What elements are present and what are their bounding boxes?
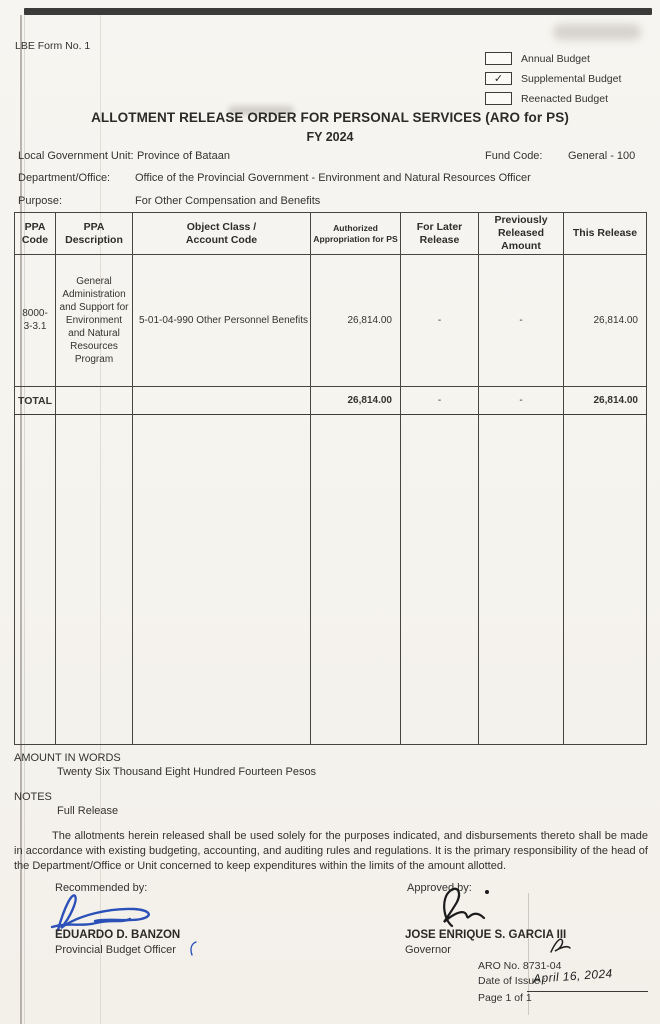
cell-object-class: 5-01-04-990 Other Personnel Benefits [133,255,311,387]
total-label: TOTAL [15,387,56,415]
signature-recommended-icon [48,888,163,934]
page-number: Page 1 of 1 [478,992,532,1004]
amount-in-words-value: Twenty Six Thousand Eight Hundred Fourteen Pesos [57,766,317,778]
document-title: ALLOTMENT RELEASE ORDER FOR PERSONAL SERVICES (ARO for PS) [91,110,569,125]
recommended-name: EDUARDO D. BANZON [55,929,181,941]
total-empty-cell [56,387,133,415]
empty-cell [15,415,56,745]
total-this-release: 26,814.00 [564,387,647,415]
department-office-label: Department/Office: [18,172,111,184]
header-ppa-code: PPA Code [15,213,56,255]
approved-by-label: Approved by: [407,882,472,894]
purpose-value: For Other Compensation and Benefits [135,195,321,207]
date-of-issue-underline [527,991,648,992]
table-empty-row [15,415,647,745]
cell-authorized-appropriation: 26,814.00 [311,255,401,387]
cell-ppa-description: General Administration and Support for Environment and Natural Resources Program [56,255,133,387]
approved-name: JOSE ENRIQUE S. GARCIA III [405,929,567,941]
empty-cell [56,415,133,745]
signature-approved-icon [424,884,506,932]
purpose-label: Purpose: [18,195,63,207]
supplemental-budget-checkbox[interactable]: ✓ [485,72,512,85]
empty-cell [564,415,647,745]
scan-artifact-top-bar [24,8,652,15]
aro-number: ARO No. 8731-04 [478,960,562,972]
fund-code-value: General - 100 [568,150,636,162]
scan-smudge [553,24,641,40]
date-of-issue-handwritten: April 16, 2024 [532,966,614,986]
lgu-value: Province of Bataan [137,150,230,162]
header-object-class: Object Class / Account Code [133,213,311,255]
approved-title: Governor [405,944,451,956]
lgu-label: Local Government Unit: [18,150,134,162]
amount-in-words-heading: AMOUNT IN WORDS [14,752,121,764]
fiscal-year: FY 2024 [306,130,354,144]
annual-budget-checkbox[interactable] [485,52,512,65]
empty-cell [479,415,564,745]
supplemental-budget-label: Supplemental Budget [521,73,622,85]
legal-text: The allotments herein released shall be used solely for the purposes indicated, and disbursements thereto shall be made in accordance with existing budgeting, accounting, and auditing rules and regulations. It is the primary responsibility of the head of the Department/Office or Unit concerned to keep expenditures within the limits of the amount allotted. [14,830,648,873]
reenacted-budget-checkbox[interactable] [485,92,512,105]
reenacted-budget-label: Reenacted Budget [521,93,608,105]
recommended-by-label: Recommended by: [55,882,148,894]
allotment-table [14,212,647,745]
header-authorized-appropriation: Authorized Appropriation for PS [311,213,401,255]
cell-for-later-release: - [401,255,479,387]
empty-cell [133,415,311,745]
table-header-row [15,213,647,255]
date-of-issue-label: Date of Issue : [478,975,546,987]
recommended-title: Provincial Budget Officer [55,944,176,956]
department-office-value: Office of the Provincial Government - Environment and Natural Resources Officer [135,172,531,184]
header-ppa-description: PPA Description [56,213,133,255]
table-total-row [15,387,647,415]
header-previously-released: Previously Released Amount [479,213,564,255]
initial-mark-icon [188,941,200,957]
notes-value: Full Release [57,805,119,817]
cell-previously-released: - [479,255,564,387]
table-row [15,255,647,387]
header-for-later-release: For Later Release [401,213,479,255]
total-authorized-appropriation: 26,814.00 [311,387,401,415]
notes-heading: NOTES [14,791,52,803]
total-previously-released: - [479,387,564,415]
total-for-later-release: - [401,387,479,415]
empty-cell [311,415,401,745]
cell-this-release: 26,814.00 [564,255,647,387]
empty-cell [401,415,479,745]
header-this-release: This Release [564,213,647,255]
form-number: LBE Form No. 1 [15,40,91,52]
annual-budget-label: Annual Budget [521,53,590,65]
fund-code-label: Fund Code: [485,150,543,162]
total-empty-cell [133,387,311,415]
governor-initial-icon [549,935,573,955]
cell-ppa-code: 8000-3-3.1 [15,255,56,387]
